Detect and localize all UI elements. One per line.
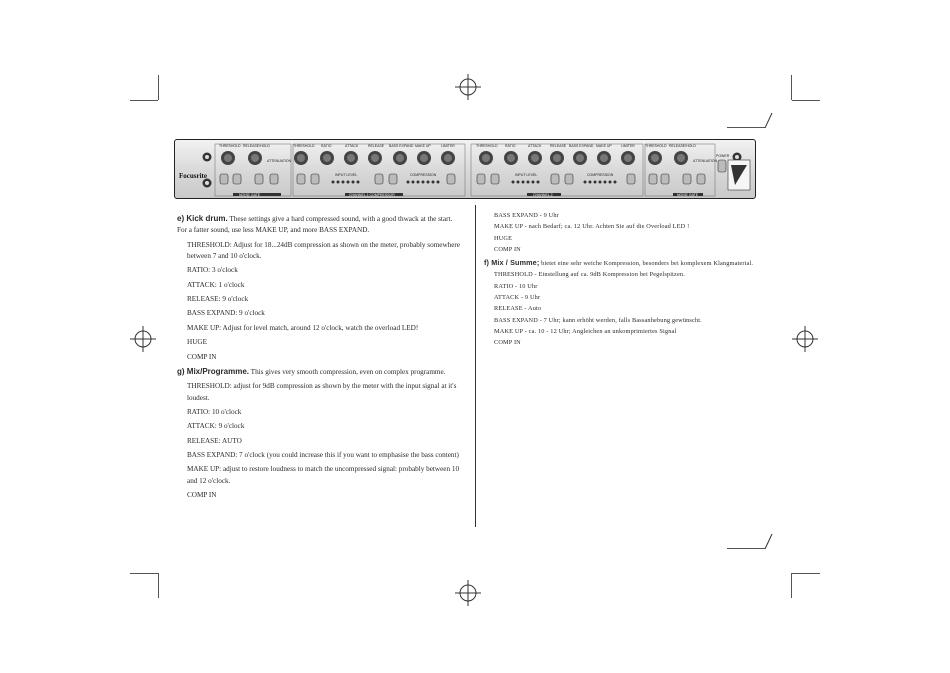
compression-label: COMPRESSION [587, 173, 614, 177]
knob-label: THRESHOLD [476, 144, 498, 148]
knob-label: MAKE UP [596, 144, 612, 148]
switch-icon [311, 174, 319, 184]
setting-line: COMP IN [494, 339, 521, 347]
column-divider [475, 205, 476, 527]
crop-mark [791, 573, 792, 598]
switch-icon [447, 174, 455, 184]
input-level-label: INPUT LEVEL [515, 173, 538, 177]
knob-icon [528, 151, 542, 165]
switch-icon [565, 174, 573, 184]
knob-icon [294, 151, 308, 165]
knob-label: MAKE UP [415, 144, 431, 148]
switch-icon [661, 174, 669, 184]
setting-line: ATTACK - 9 Uhr [494, 294, 541, 302]
crop-mark [792, 573, 820, 574]
registration-mark-icon [455, 74, 481, 100]
switch-icon [627, 174, 635, 184]
knob-icon [674, 151, 688, 165]
switch-icon [491, 174, 499, 184]
brand-logo: Focusrite [179, 172, 207, 180]
registration-mark-icon [130, 326, 156, 352]
fold-mark [727, 127, 765, 128]
knob-label: RATIO [505, 144, 516, 148]
fold-tick-icon [762, 533, 774, 551]
switch-icon [683, 174, 691, 184]
led-meter-icon [332, 181, 360, 184]
knob-icon [550, 151, 564, 165]
attenuation-label: ATTENUATION [693, 159, 718, 163]
knob-icon [248, 151, 262, 165]
setting-line: COMP IN [187, 491, 217, 500]
knob-label: LIMITER [621, 144, 635, 148]
setting-line: BASS EXPAND - 7 Uhr; kann erhöht werden, falls Bassanhebung gewünscht. [494, 316, 702, 324]
crop-mark [158, 75, 159, 100]
led-meter-icon [512, 181, 540, 184]
setting-line: RELEASE: AUTO [187, 436, 242, 445]
rack-screw-icon [203, 153, 212, 162]
switch-icon [375, 174, 383, 184]
knob-label: RELEASE/HOLD [243, 144, 270, 148]
setting-line: RATIO: 3 o'clock [187, 266, 238, 275]
crop-mark [792, 100, 820, 101]
front-panel-drawing [175, 140, 757, 200]
knob-icon [393, 151, 407, 165]
compression-label: COMPRESSION [410, 173, 437, 177]
setting-line: ATTACK: 1 o'clock [187, 280, 245, 289]
knob-icon [621, 151, 635, 165]
attenuation-label: ATTENUATION [267, 159, 292, 163]
setting-line: MAKE UP - nach Bedarf; ca. 12 Uhr. Achten Sie auf die Overload LED ! [494, 223, 690, 231]
compressor-front-panel [174, 139, 756, 199]
setting-line: MAKE UP: adjust to restore loudness to match the uncompressed signal: probably between 10 and 12 o'clock. [187, 465, 460, 485]
switch-icon [220, 174, 228, 184]
crop-mark [791, 75, 792, 100]
logo-badge-icon [728, 160, 750, 190]
setting-line: HUGE [187, 338, 207, 347]
switch-icon [551, 174, 559, 184]
knob-label: RATIO [321, 144, 332, 148]
knob-label: RELEASE [550, 144, 567, 148]
knob-icon [344, 151, 358, 165]
knob-label: LIMITER [441, 144, 455, 148]
section-heading: g) Mix/Programme. [177, 366, 250, 376]
setting-line: MAKE UP - ca. 10 - 12 Uhr; Angleichen an unkomprimiertes Signal [494, 327, 677, 335]
switch-icon [477, 174, 485, 184]
crop-mark [158, 573, 159, 598]
section-label: NOISE GATE [677, 193, 699, 197]
switch-icon [389, 174, 397, 184]
registration-mark-icon [455, 580, 481, 606]
setting-line: THRESHOLD: adjust for 9dB compression as shown by the meter with the input signal at it's loudest. [187, 382, 457, 402]
section-label: CHANNEL 1 COMPRESSOR [349, 193, 395, 197]
switch-icon [270, 174, 278, 184]
switch-icon [255, 174, 263, 184]
knob-label: BASS EXPAND [569, 144, 594, 148]
crop-mark [130, 573, 158, 574]
setting-line: RELEASE - Auto [494, 305, 542, 313]
setting-line: MAKE UP: Adjust for level match, around 12 o'clock, watch the overload LED! [187, 323, 419, 332]
switch-icon [297, 174, 305, 184]
crop-mark [130, 100, 158, 101]
setting-line: THRESHOLD: Adjust for 18...24dB compression as shown on the meter, probably somewhere between 7 and 10 o'clock. [187, 240, 460, 260]
switch-icon [649, 174, 657, 184]
knob-icon [368, 151, 382, 165]
knob-icon [479, 151, 493, 165]
setting-line: HUGE [494, 234, 513, 242]
knob-icon [648, 151, 662, 165]
knob-label: RELEASE/HOLD [669, 144, 696, 148]
setting-line: ATTACK: 9 o'clock [187, 422, 245, 431]
input-level-label: INPUT LEVEL [335, 173, 358, 177]
fold-mark [727, 548, 765, 549]
switch-icon [697, 174, 705, 184]
power-label: POWER [716, 154, 730, 158]
power-switch-icon [718, 160, 726, 172]
setting-line: THRESHOLD - Einstellung auf ca. 9dB Kompression bei Pegelspitzen. [494, 271, 685, 279]
setting-line: RELEASE: 9 o'clock [187, 294, 249, 303]
section-heading: f) Mix / Summe; [484, 258, 540, 268]
setting-line: BASS EXPAND: 9 o'clock [187, 309, 265, 318]
knob-label: THRESHOLD [293, 144, 315, 148]
knob-icon [597, 151, 611, 165]
setting-line: BASS EXPAND: 7 o'clock (you could increase this if you want to emphasise the bass content) [187, 451, 459, 460]
knob-icon [320, 151, 334, 165]
setting-line: RATIO: 10 o'clock [187, 407, 242, 416]
knob-icon [573, 151, 587, 165]
knob-label: RELEASE [368, 144, 385, 148]
english-column [177, 213, 462, 504]
knob-label: ATTACK [345, 144, 359, 148]
knob-icon [221, 151, 235, 165]
knob-icon [504, 151, 518, 165]
fold-tick-icon [762, 112, 774, 130]
knob-label: BASS EXPAND [389, 144, 414, 148]
switch-icon [233, 174, 241, 184]
mix-summe-intro: f) Mix / Summe; bietet eine sehr weiche Kompression, besonders bei komplexem Klangmaterial. [484, 258, 754, 268]
section-heading: e) Kick drum. [177, 214, 228, 223]
registration-mark-icon [792, 326, 818, 352]
section-label: NOISE GATE [239, 193, 261, 197]
setting-line: RATIO - 10 Uhr [494, 282, 538, 290]
led-meter-icon [584, 181, 617, 184]
knob-label: ATTACK [528, 144, 542, 148]
knob-icon [417, 151, 431, 165]
knob-label: THRESHOLD [645, 144, 667, 148]
mix-programme-intro: g) Mix/Programme. This gives very smooth compression, even on complex programme. [177, 366, 446, 376]
setting-line: BASS EXPAND - 9 Uhr [494, 212, 559, 219]
knob-label: THRESHOLD [219, 144, 241, 148]
setting-line: COMP IN [494, 245, 521, 253]
german-column [484, 211, 774, 350]
kick-drum-intro: e) Kick drum. These settings give a hard compressed sound, with a good thwack at the start. For a fatter sound, use less MAKE UP, and more BASS EXPAND. [177, 214, 453, 235]
knob-icon [441, 151, 455, 165]
section-label: CHANNEL 2 [533, 193, 553, 197]
setting-line: COMP IN [187, 352, 217, 361]
led-meter-icon [407, 181, 440, 184]
